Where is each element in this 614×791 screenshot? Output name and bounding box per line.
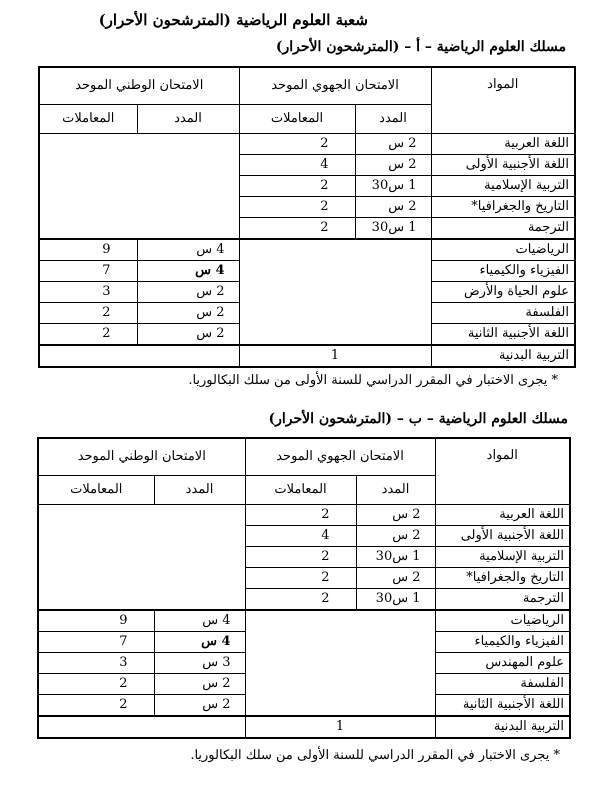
national-duration-header: المدد: [154, 476, 245, 505]
national-duration-header: المدد: [137, 105, 239, 134]
empty-cell: [39, 345, 239, 367]
coefficient-cell: 2: [39, 303, 137, 324]
empty-national-block: [39, 134, 239, 240]
table-row: [39, 134, 575, 155]
duration-cell: 4 س: [154, 610, 245, 632]
coefficient-cell: 4: [245, 526, 356, 547]
subject-cell: الرياضيات: [431, 239, 575, 261]
subjects-header: المواد: [435, 438, 570, 505]
subject-cell: الترجمة: [435, 589, 570, 611]
regional-duration-header: المدد: [355, 105, 431, 134]
duration-cell: 2 س: [137, 324, 239, 346]
coefficient-cell: 3: [38, 653, 154, 674]
subject-cell: اللغة الأجنبية الأولى: [431, 155, 575, 176]
duration-cell: 4 س: [137, 239, 239, 261]
duration-cell: 3 س: [154, 653, 245, 674]
regional-exam-header: الامتحان الجهوي الموحد: [245, 438, 435, 476]
empty-regional-block: [239, 239, 431, 345]
duration-cell: 2 س: [356, 526, 435, 547]
coefficient-cell: 2: [245, 568, 356, 589]
subject-cell: التاريخ والجغرافيا*: [435, 568, 570, 589]
table-header-row: [39, 67, 575, 105]
coefficient-cell: 1: [245, 716, 435, 738]
subjects-header: المواد: [431, 67, 575, 134]
duration-cell: 2 س: [355, 155, 431, 176]
empty-cell: [38, 716, 245, 738]
empty-national-block: [38, 505, 245, 611]
duration-cell: 2 س: [356, 568, 435, 589]
national-exam-header: الامتحان الوطني الموحد: [39, 67, 239, 105]
coefficient-cell: 2: [239, 134, 355, 155]
table-row: [38, 716, 570, 738]
regional-exam-header: الامتحان الجهوي الموحد: [239, 67, 431, 105]
coefficient-cell: 2: [245, 505, 356, 526]
subject-cell: الترجمة: [431, 218, 575, 240]
subject-cell: الرياضيات: [435, 610, 570, 632]
subject-cell: علوم الحياة والأرض: [431, 282, 575, 303]
subject-cell: التربية الإسلامية: [435, 547, 570, 568]
subject-cell: اللغة الأجنبية الثانية: [435, 695, 570, 717]
duration-cell: 1 س30: [356, 589, 435, 611]
track-b-footnote: * يجرى الاختبار في المقرر الدراسي للسنة الأولى من سلك البكالوريا.: [190, 748, 560, 763]
subject-cell: اللغة العربية: [435, 505, 570, 526]
subject-cell: اللغة العربية: [431, 134, 575, 155]
regional-coefficients-header: المعاملات: [239, 105, 355, 134]
table-row: [38, 505, 570, 526]
duration-cell: 1 س30: [355, 176, 431, 197]
subject-cell: علوم المهندس: [435, 653, 570, 674]
track-a-title: مسلك العلوم الرياضية – أ – (المترشحون الأحرار): [275, 39, 566, 55]
coefficient-cell: 7: [39, 261, 137, 282]
coefficient-cell: 2: [245, 589, 356, 611]
subject-cell: التاريخ والجغرافيا*: [431, 197, 575, 218]
subject-cell: اللغة الأجنبية الأولى: [435, 526, 570, 547]
subject-cell: التربية البدنية: [435, 716, 570, 738]
duration-cell: 1 س30: [355, 218, 431, 240]
regional-duration-header: المدد: [356, 476, 435, 505]
coefficient-cell: 9: [38, 610, 154, 632]
coefficient-cell: 2: [239, 197, 355, 218]
empty-regional-block: [245, 610, 435, 716]
table-row: [39, 345, 575, 367]
subject-cell: الفلسفة: [431, 303, 575, 324]
subject-cell: الفلسفة: [435, 674, 570, 695]
national-coefficients-header: المعاملات: [39, 105, 137, 134]
coefficient-cell: 2: [245, 547, 356, 568]
coefficient-cell: 1: [239, 345, 431, 367]
duration-cell: 2 س: [137, 282, 239, 303]
duration-cell: 2 س: [154, 695, 245, 717]
page-title: شعبة العلوم الرياضية (المترشحون الأحرار): [98, 11, 368, 29]
coefficient-cell: 2: [39, 324, 137, 346]
duration-cell: 4 س: [154, 632, 245, 653]
national-coefficients-header: المعاملات: [38, 476, 154, 505]
regional-coefficients-header: المعاملات: [245, 476, 356, 505]
duration-cell: 2 س: [137, 303, 239, 324]
duration-cell: 2 س: [154, 674, 245, 695]
duration-cell: 4 س: [137, 261, 239, 282]
national-exam-header: الامتحان الوطني الموحد: [38, 438, 245, 476]
subject-cell: اللغة الأجنبية الثانية: [431, 324, 575, 346]
table-header-row: [38, 438, 570, 476]
coefficient-cell: 7: [38, 632, 154, 653]
table-row: [38, 610, 570, 632]
duration-cell: 2 س: [355, 134, 431, 155]
subject-cell: التربية الإسلامية: [431, 176, 575, 197]
subject-cell: التربية البدنية: [431, 345, 575, 367]
coefficient-cell: 3: [39, 282, 137, 303]
duration-cell: 1 س30: [356, 547, 435, 568]
coefficient-cell: 2: [239, 218, 355, 240]
duration-cell: 2 س: [356, 505, 435, 526]
track-b-table: [37, 437, 571, 739]
coefficient-cell: 9: [39, 239, 137, 261]
duration-cell: 2 س: [355, 197, 431, 218]
subject-cell: الفيزياء والكيمياء: [435, 632, 570, 653]
track-b-title: مسلك العلوم الرياضية – ب – (المترشحون الأحرار): [268, 411, 568, 427]
subject-cell: الفيزياء والكيمياء: [431, 261, 575, 282]
coefficient-cell: 2: [38, 674, 154, 695]
track-a-table: [38, 66, 576, 368]
coefficient-cell: 4: [239, 155, 355, 176]
track-a-footnote: * يجرى الاختبار في المقرر الدراسي للسنة الأولى من سلك البكالوريا.: [188, 373, 558, 388]
coefficient-cell: 2: [239, 176, 355, 197]
table-row: [39, 239, 575, 261]
coefficient-cell: 2: [38, 695, 154, 717]
